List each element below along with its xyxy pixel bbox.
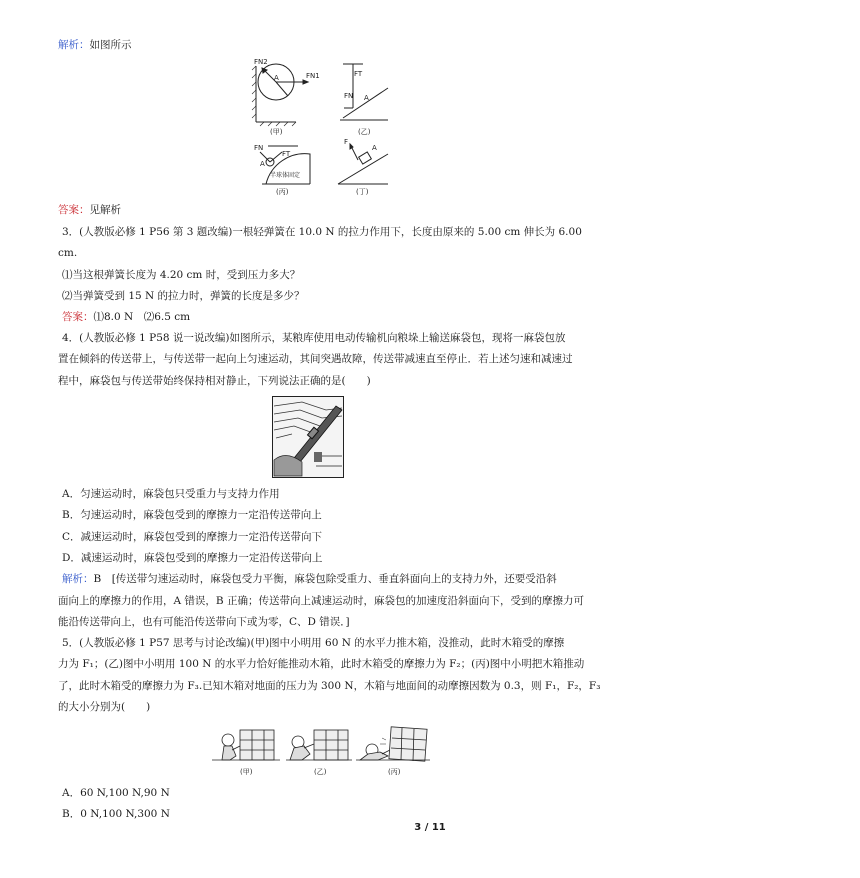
analysis-line-1 xyxy=(58,38,132,52)
label-a-bing: A xyxy=(260,160,265,168)
caption-jia: (甲) xyxy=(270,128,283,136)
caption-ding: (丁) xyxy=(356,188,369,196)
caption-bing: (丙) xyxy=(388,768,401,776)
caption-yi: (乙) xyxy=(314,768,327,776)
conveyor-belt-image xyxy=(272,396,344,478)
explanation-label: 解析： xyxy=(62,573,94,585)
question-3-sub-1: ⑴当这根弹簧长度为 4.20 cm 时，受到压力多大？ xyxy=(62,269,301,281)
label-ft-yi: FT xyxy=(354,70,363,78)
question-4-line-a: 4．(人教版必修 1 P58 说一说改编)如图所示，某粮库使用电动传输机向粮垛上输送麻袋包，现将一麻袋包放 xyxy=(62,332,566,344)
label-a-jia: A xyxy=(274,74,279,82)
explanation-4-line-b: 面向上的摩擦力的作用，A 错误，B 正确；传送带向上减速运动时，麻袋包的加速度沿斜面向下，受到的摩擦力可 xyxy=(58,595,584,607)
question-5-line-d: 的大小分别为( ) xyxy=(58,701,151,713)
option-4-c[interactable]: C．减速运动时，麻袋包受到的摩擦力一定沿传送带向下 xyxy=(62,531,323,543)
analysis-text: 如图所示 xyxy=(89,39,132,51)
option-4-a[interactable]: A．匀速运动时，麻袋包只受重力与支持力作用 xyxy=(62,488,280,500)
explanation-text: B [传送带匀速运动时，麻袋包受力平衡，麻袋包除受重力、垂直斜面向上的支持力外，还要受沿斜 xyxy=(93,573,557,585)
answer-text: 见解析 xyxy=(89,204,121,216)
label-fn-bing: FN xyxy=(254,144,264,152)
page-number: 3 / 11 xyxy=(414,822,446,833)
answer-line-1 xyxy=(58,203,121,217)
option-4-d[interactable]: D．减速运动时，麻袋包受到的摩擦力一定沿传送带向上 xyxy=(62,552,323,564)
answer-label: 答案： xyxy=(62,311,94,323)
label-fn1: FN1 xyxy=(306,72,320,80)
label-a-yi: A xyxy=(364,94,369,102)
question-3-line-b: cm. xyxy=(58,247,78,259)
caption-bing: (丙) xyxy=(276,188,289,196)
caption-jia: (甲) xyxy=(240,768,253,776)
question-5-line-c: 了，此时木箱受的摩擦力为 F₃.已知木箱对地面的压力为 300 N，木箱与地面间的动摩擦因数为 0.3，则 F₁，F₂，F₃ xyxy=(58,680,601,692)
question-5-line-a: 5．(人教版必修 1 P57 思考与讨论改编)(甲)图中小明用 60 N 的水平力推木箱，没推动，此时木箱受的摩擦 xyxy=(62,637,565,649)
option-4-b[interactable]: B．匀速运动时，麻袋包受到的摩擦力一定沿传送带向上 xyxy=(62,509,322,521)
answer-label: 答案： xyxy=(58,204,90,216)
label-a-ding: A xyxy=(372,144,377,152)
question-3-sub-2: ⑵当弹簧受到 15 N 的拉力时，弹簧的长度是多少？ xyxy=(62,290,305,302)
label-fn2: FN2 xyxy=(254,58,268,66)
label-fn-yi: FN xyxy=(344,92,354,100)
question-4-line-b: 置在倾斜的传送带上，与传送带一起向上匀速运动，其间突遇故障，传送带减速直至停止．若上述匀速和减速过 xyxy=(58,353,573,365)
question-4-line-c: 程中，麻袋包与传送带始终保持相对静止，下列说法正确的是( ) xyxy=(58,375,371,387)
label-f-ding: F xyxy=(344,138,349,146)
option-5-b[interactable]: B．0 N,100 N,300 N xyxy=(62,808,170,820)
explanation-4-line-c: 能沿传送带向上，也有可能沿传送带向下或为零，C、D 错误．] xyxy=(58,616,350,628)
answer-text: ⑴8.0 N ⑵6.5 cm xyxy=(93,311,191,323)
label-ft-bing: FT xyxy=(282,150,291,158)
caption-yi: (乙) xyxy=(358,128,371,136)
question-5-line-b: 力为 F₁；(乙)图中小明用 100 N 的水平力恰好能推动木箱，此时木箱受的摩擦力为 F₂；(丙)图中小明把木箱推动 xyxy=(58,658,585,670)
analysis-label: 解析： xyxy=(58,39,90,51)
pushing-box-figure xyxy=(210,722,432,778)
label-hemisphere: 半球体固定 xyxy=(270,172,301,179)
explanation-4-line-a xyxy=(62,572,557,586)
question-3-line-a: 3．(人教版必修 1 P56 第 3 题改编)一根轻弹簧在 10.0 N 的拉力作用下，长度由原来的 5.00 cm 伸长为 6.00 xyxy=(62,226,582,238)
force-diagrams-figure xyxy=(248,56,398,196)
answer-line-3 xyxy=(62,310,190,324)
option-5-a[interactable]: A．60 N,100 N,90 N xyxy=(62,787,170,799)
